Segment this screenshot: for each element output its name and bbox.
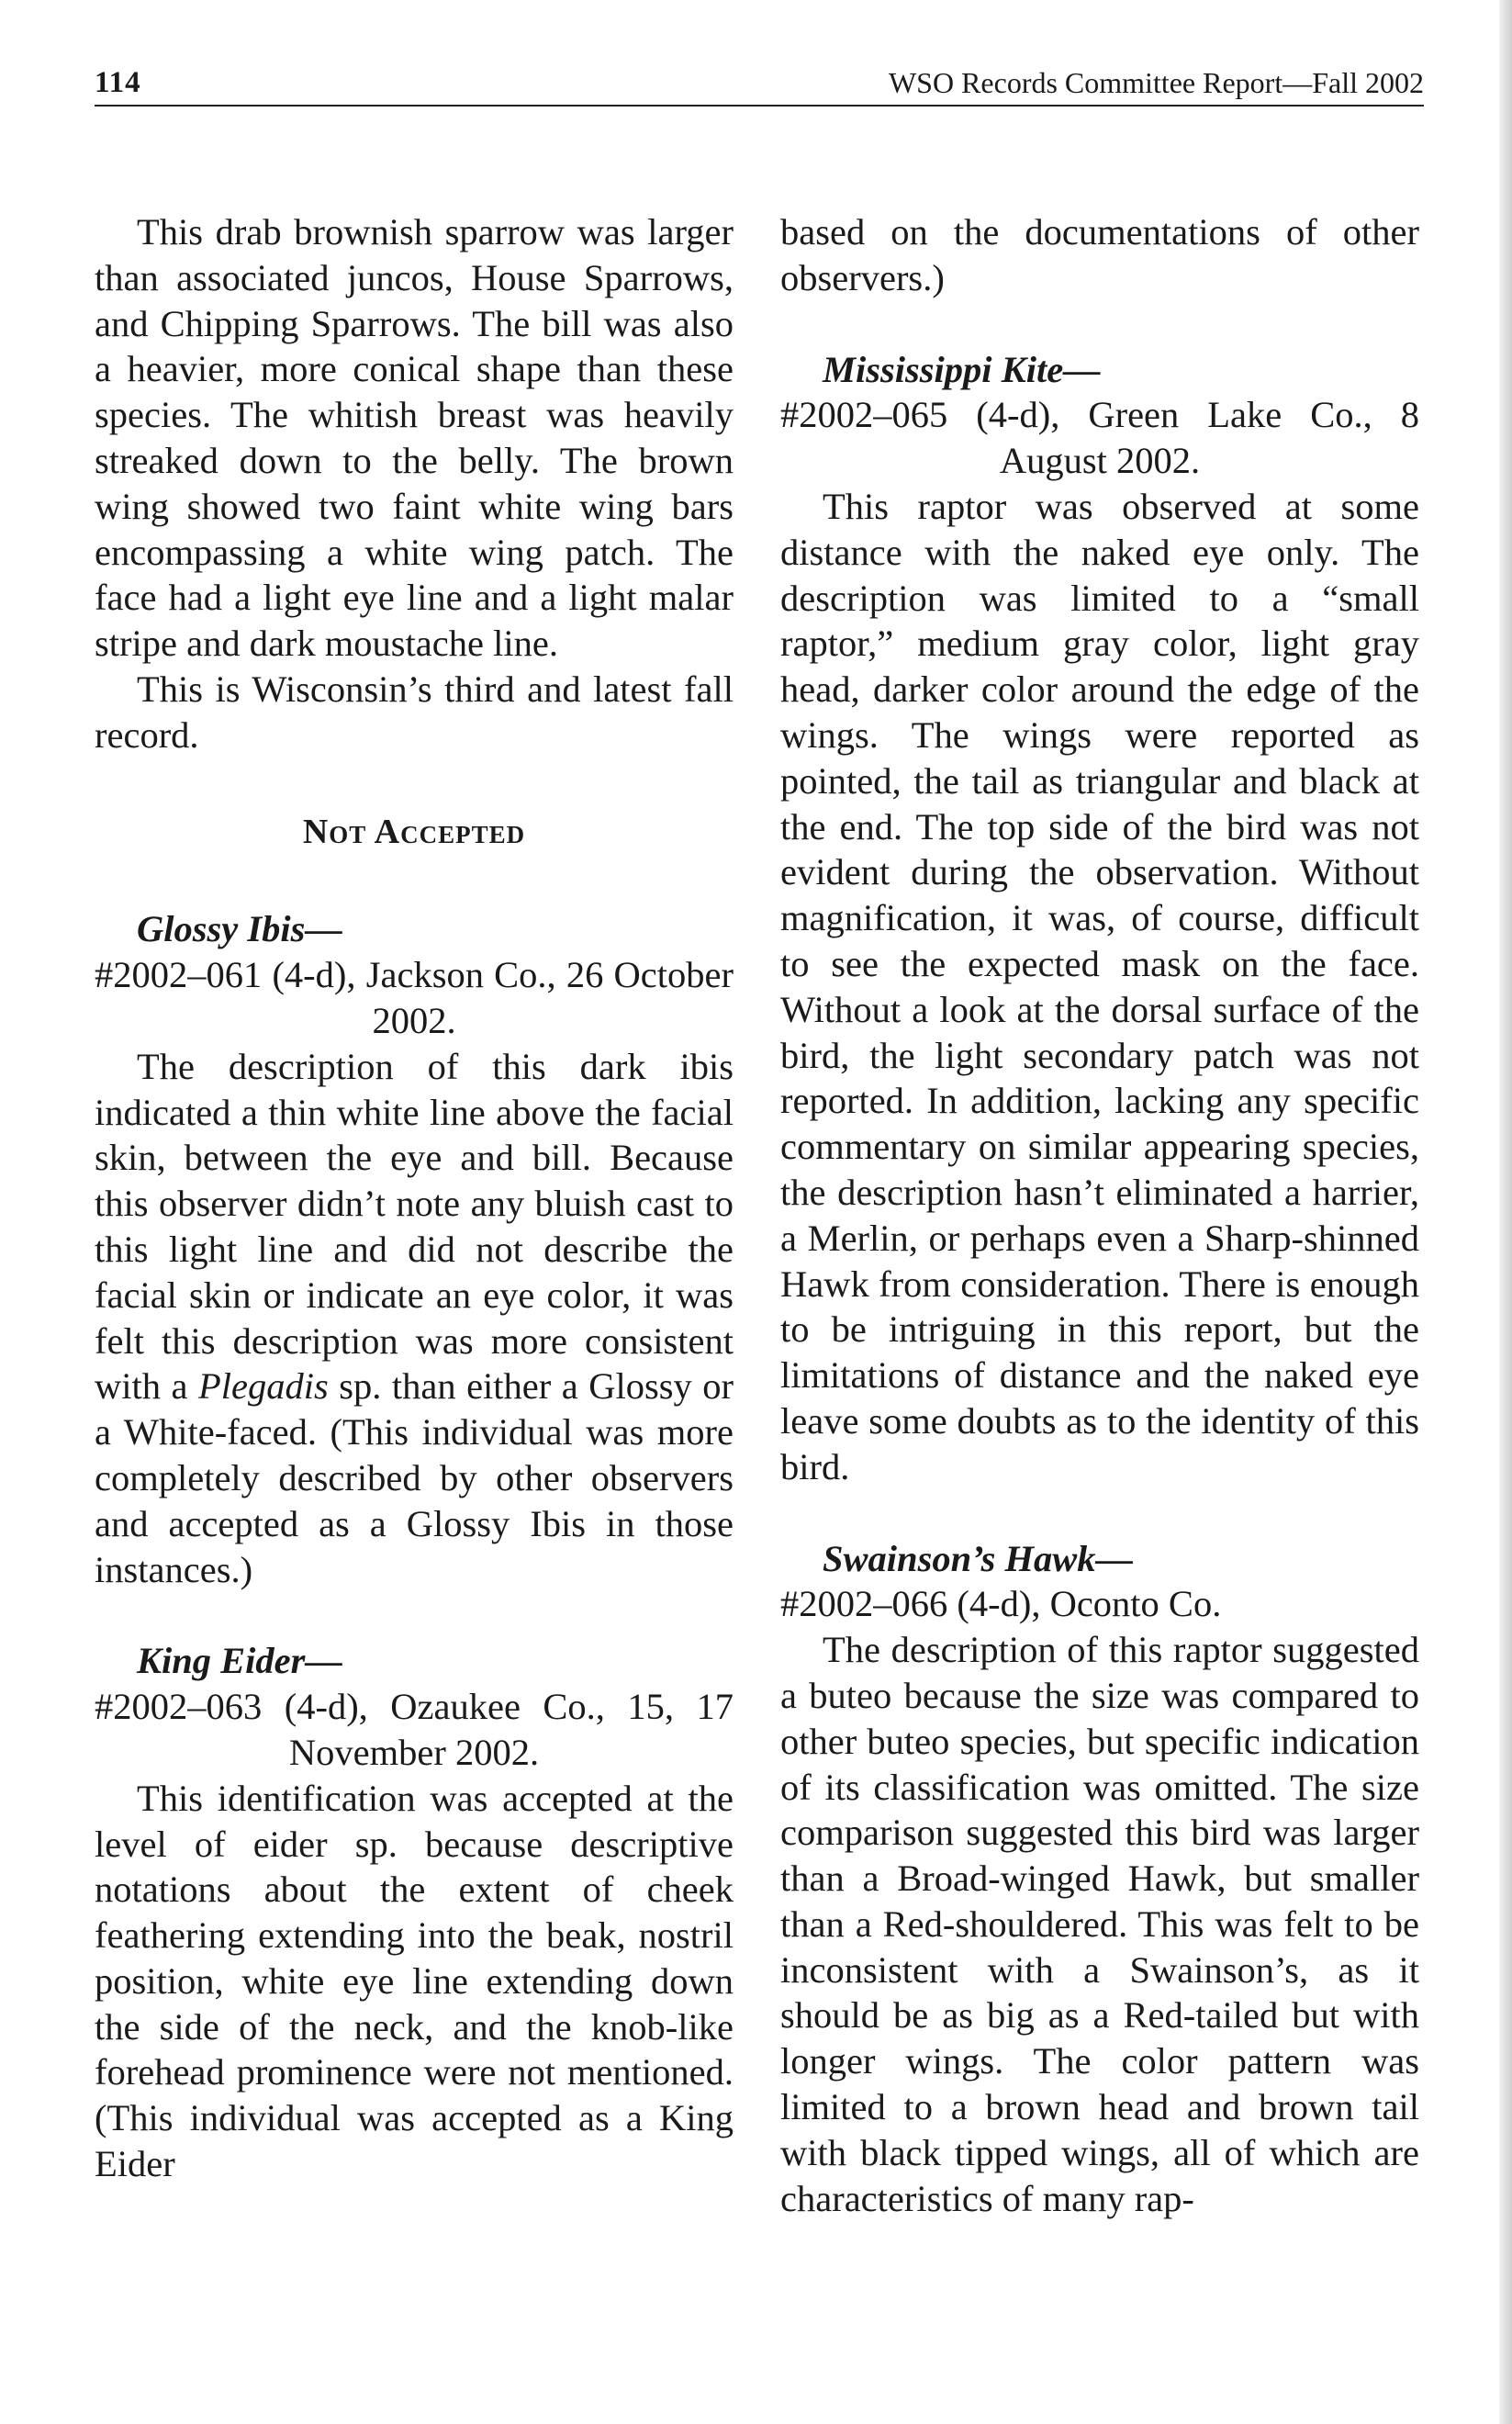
description-swainsons-hawk: The description of this raptor suggested a buteo because the size was compared to other buteo species, but specific indication of its classification was omitted. The size comparison suggested this bird was larger than a Broad-winged Hawk, but smaller than a Red-shouldered. This was felt to be inconsistent with a Swainson’s, as it should be as big as a Red-tailed but with longer wings. The color pattern was limited to a brown head and brown tail with black tipped wings, all of which are characteristics of many rap- xyxy=(780,1629,1419,2219)
description-mississippi-kite: This raptor was observed at some distance with the naked eye only. The description was limited to a “small raptor,” medium gray color, light gray head, darker color around the edge of the wings. The wings were reported as pointed, the tail as triangular and black at the end. The top side of the bird was not evident during the observation. Without magnification, it was, of course, difficult to see the expected mask on the face. Without a look at the dorsal surface of the bird, the light secondary patch was not reported. In addition, lacking any specific commentary on similar appearing species, the description hasn’t eliminated a harrier, a Merlin, or perhaps even a Sharp-shinned Hawk from consideration. There is enough to be intriguing in this report, but the limitations of distance and the naked eye leave some doubts as to the identity of this bird. xyxy=(780,485,1419,1487)
right-column xyxy=(780,209,1419,2221)
description-king-eider: This identification was accepted at the level of eider sp. because descriptive notations about the extent of cheek feathering extending into the beak, nostril position, white eye line extending down the side of the neck, and the knob-like forehead prominence were not mentioned. (This individual was accepted as a King Eider xyxy=(95,1777,734,2185)
species-heading-glossy-ibis: Glossy Ibis— xyxy=(137,908,342,950)
left-column xyxy=(95,209,734,2187)
record-mississippi-kite: #2002–065 (4-d), Green Lake Co., 8 August 2002. xyxy=(780,394,1419,482)
sparrow-description: This drab brownish sparrow was larger than associated juncos, House Sparrows, and Chipping Sparrows. The bill was also a heavier, more conical shape than these species. The whitish breast was heavily streaked down to the belly. The brown wing showed two faint white wing bars encompassing a white wing patch. The face had a light eye line and a light malar stripe and dark moustache line. xyxy=(95,211,734,665)
record-king-eider: #2002–063 (4-d), Ozaukee Co., 15, 17 November 2002. xyxy=(95,1686,734,1773)
page-header xyxy=(95,57,1424,107)
running-head: WSO Records Committee Report—Fall 2002 xyxy=(888,66,1424,99)
species-heading-mississippi-kite: Mississippi Kite— xyxy=(823,348,1101,390)
record-glossy-ibis: #2002–061 (4-d), Jackson Co., 26 October 2002. xyxy=(95,954,734,1041)
sparrow-record-note: This is Wisconsin’s third and latest fall record. xyxy=(95,668,734,756)
page-number: 114 xyxy=(95,66,141,99)
species-heading-king-eider: King Eider— xyxy=(137,1640,342,1682)
genus-name: Plegadis xyxy=(197,1365,329,1408)
page-edge-shadow xyxy=(1499,0,1512,2424)
eider-continuation: based on the documentations of other observers.) xyxy=(780,211,1419,298)
record-swainsons-hawk: #2002–066 (4-d), Oconto Co. xyxy=(780,1583,1222,1625)
description-glossy-ibis: The description of this dark ibis indicated a thin white line above the facial skin, between the eye and bill. Because this observer didn’t note any bluish cast to this light line and did not describe the facial skin or indicate an eye color, it was felt this description was more consistent with a Plegadis sp. than either a Glossy or a White-faced. (This individual was more completely described by other observers and accepted as a Glossy Ibis in those instances.) xyxy=(95,1045,734,1590)
section-heading-not-accepted: Not Accepted xyxy=(302,812,526,851)
species-heading-swainsons-hawk: Swainson’s Hawk— xyxy=(823,1537,1133,1579)
